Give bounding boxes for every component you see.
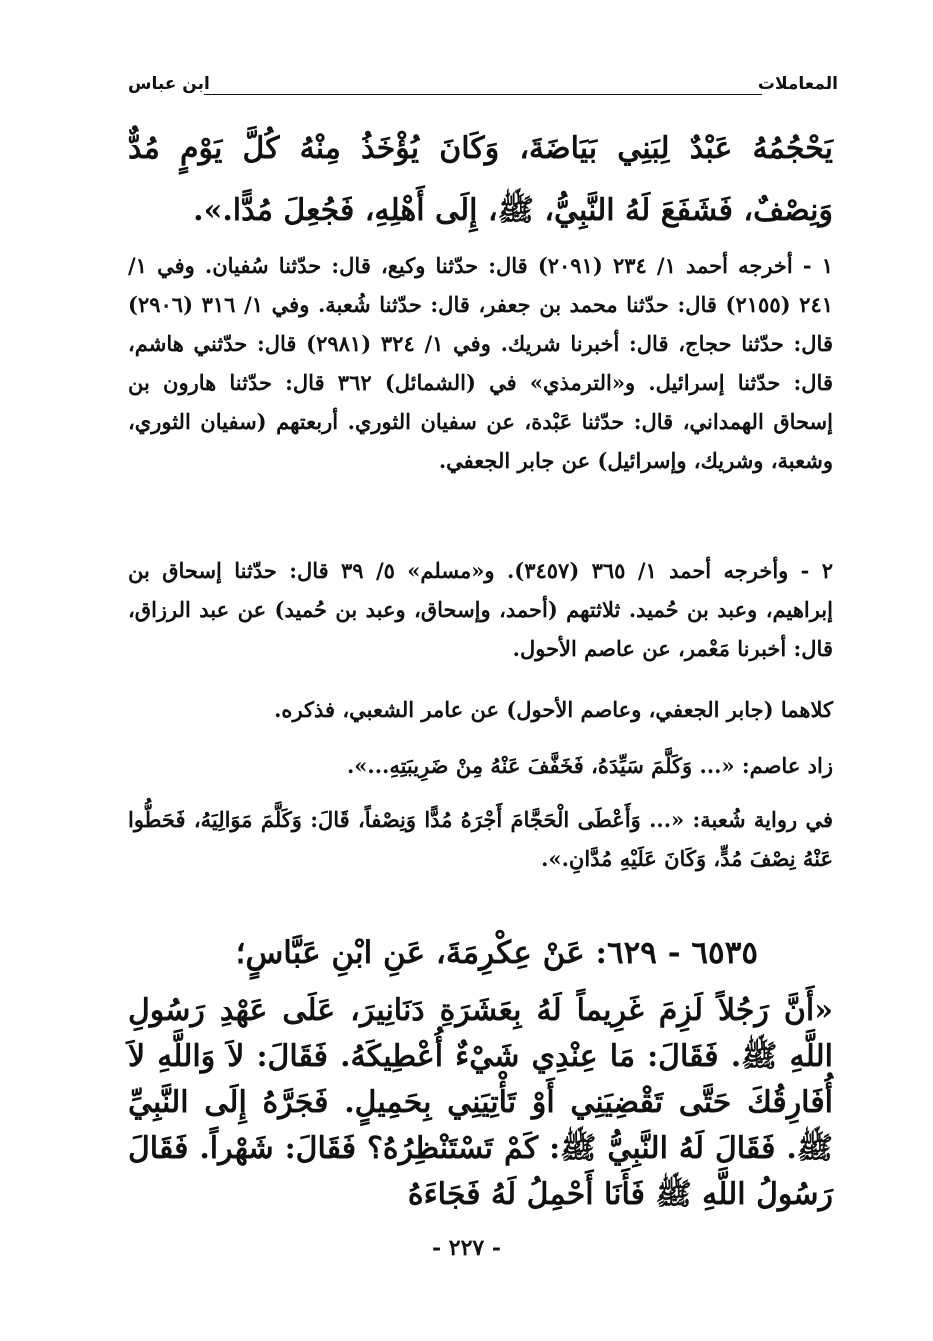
- footnote-shuba-narration: [128, 800, 833, 878]
- header-rule: [204, 94, 762, 95]
- hadith-continuation: [128, 118, 833, 242]
- footnote-2: [128, 551, 833, 668]
- running-header: [128, 72, 838, 102]
- footnote-1-text: ١ - أخرجه أحمد ١/ ٢٣٤ (٢٠٩١) قال: حدّثنا وكيع، قال: حدّثنا سُفيان. وفي ١/ ٢٤١ (٢١٥٥) قال: حدّثنا محمد بن جعفر، قال: حدّثنا شُعبة. وفي ١/ ٣١٦ (٢٩٠٦) قال: حدّثنا حجاج، قال: أخبرنا شريك. وفي ١/ ٣٢٤ (٢٩٨١) قال: حدّثني هاشم، قال: حدّثنا إسرائيل. و«الترمذي» في (الشمائل) ٣٦٢ قال: حدّثنا هارون بن إسحاق الهمداني، قال: حدّثنا عَبْدة، عن سفيان الثوري. أربعتهم (سفيان الثوري، وشعبة، وشريك، وإسرائيل) عن جابر الجعفي.: [128, 253, 834, 473]
- footnote-addition-asim-text: زاد عاصم: «... وَكَلَّمَ سَيِّدَهُ، فَخَفَّفَ عَنْهُ مِنْ ضَرِيبَتِهِ...».: [346, 753, 833, 778]
- footnote-summary-text: كلاهما (جابر الجعفي، وعاصم الأحول) عن عامر الشعبي، فذكره.: [274, 697, 833, 722]
- footnote-2-text: ٢ - وأخرجه أحمد ١/ ٣٦٥ (٣٤٥٧). و«مسلم» ٥/ ٣٩ قال: حدّثنا إسحاق بن إبراهيم، وعبد بن حُميد. ثلاثتهم (أحمد، وإسحاق، وعبد بن حُميد) عن عبد الرزاق، قال: أخبرنا مَعْمر، عن عاصم الأحول.: [128, 558, 834, 661]
- footnote-summary: [128, 690, 833, 729]
- hadith-main-text: «أَنَّ رَجُلاً لَزِمَ غَرِيماً لَهُ بِعَشَرَةِ دَنَانِيرَ، عَلَى عَهْدِ رَسُولِ اللَّهِ ﷺ. فَقَالَ: مَا عِنْدِي شَيْءٌ أُعْطِيكَهُ. فَقَالَ: لاَ وَاللَّهِ لاَ أُفَارِقُكَ حَتَّى تَقْضِيَنِي أَوْ تَأْتِيَنِي بِحَمِيلٍ. فَجَرَّهُ إِلَى النَّبِيِّ ﷺ. فَقَالَ لَهُ النَّبِيُّ ﷺ: كَمْ تَسْتَنْظِرُهُ؟ فَقَالَ: شَهْراً. فَقَالَ رَسُولُ اللَّهِ ﷺ فَأَنَا أَحْمِلُ لَهُ فَجَاءَهُ: [128, 993, 833, 1212]
- header-section-title: المعاملات: [757, 74, 838, 94]
- footnote-addition-asim: [128, 746, 833, 785]
- header-book-title: ابن عباس: [128, 74, 210, 94]
- page-number: - ٢٢٧ -: [431, 1235, 502, 1261]
- footnote-1: [128, 246, 833, 480]
- hadith-continuation-text: يَحْجُمُهُ عَبْدٌ لِبَنِي بَيَاضَةَ، وَكَانَ يُؤْخَذُ مِنْهُ كُلَّ يَوْمٍ مُدٌّ وَنِصْفٌ، فَشَفَعَ لَهُ النَّبِيُّ، ﷺ، إِلَى أَهْلِهِ، فَجُعِلَ مُدًّا.».: [128, 131, 833, 228]
- footnote-shuba-narration-text: في رواية شُعبة: «... وَأَعْطَى الْحَجَّامَ أَجْرَهُ مُدًّا وَنِصْفاً، قَالَ: وَكَلَّمَ مَوَالِيَهُ، فَحَطُّوا عَنْهُ نِصْفَ مُدٍّ، وَكَانَ عَلَيْهِ مُدَّانِ.».: [128, 807, 833, 871]
- hadith-main: [128, 988, 833, 1218]
- hadith-heading: ٦٥٣٥ - ٦٢٩: عَنْ عِكْرِمَةَ، عَنِ ابْنِ عَبَّاسٍ؛: [235, 935, 758, 971]
